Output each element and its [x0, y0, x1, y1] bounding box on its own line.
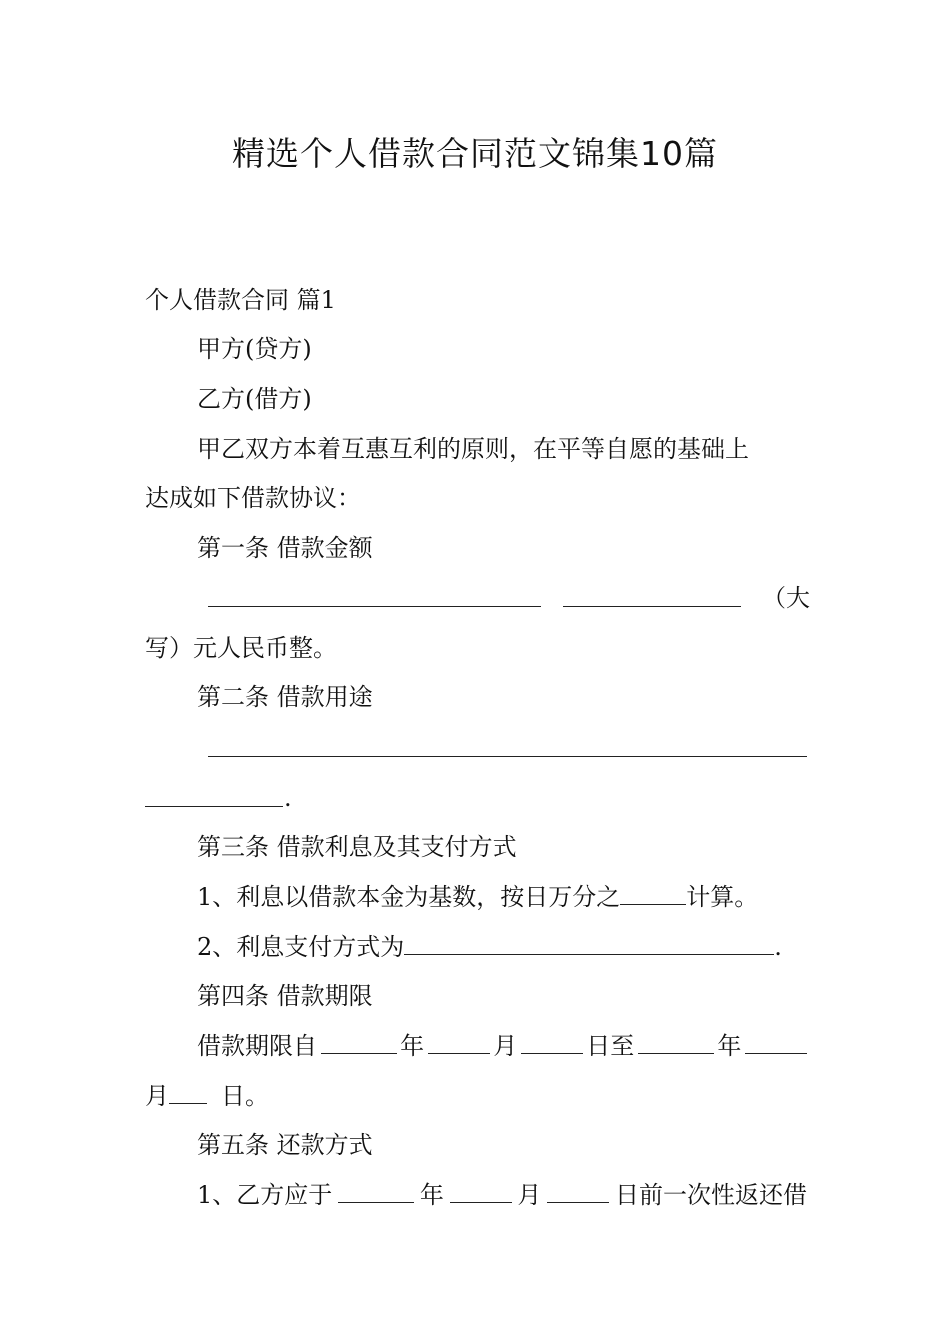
end-month-blank-part	[745, 1031, 807, 1054]
a4-day-2: 日。	[221, 1082, 269, 1110]
repay-month-blank	[450, 1180, 512, 1203]
loan-term-line-2	[145, 1081, 807, 1111]
end-day-blank	[169, 1081, 207, 1104]
a4-text-pre: 借款期限自	[197, 1032, 317, 1060]
end-year-blank	[638, 1031, 714, 1054]
article-4-heading: 第四条 借款期限	[197, 982, 373, 1010]
a3-item1-text-pre: 1、利息以借款本金为基数，按日万分之	[197, 883, 621, 911]
payment-method-blank	[404, 932, 774, 955]
article-5-heading: 第五条 还款方式	[197, 1131, 373, 1159]
repay-year-blank	[338, 1180, 414, 1203]
a4-day-to: 日至	[586, 1032, 635, 1060]
article-2-heading: 第二条 借款用途	[197, 683, 373, 711]
start-year-blank	[321, 1031, 397, 1054]
amount-blank-numeric	[208, 606, 541, 607]
purpose-period: .	[284, 784, 292, 812]
a4-month-1: 月	[493, 1032, 518, 1060]
interest-rate-blank	[620, 882, 686, 905]
article-1-continuation: 写）元人民币整。	[145, 634, 337, 662]
document-title: 精选个人借款合同范文锦集10篇	[232, 134, 718, 173]
article-1-heading: 第一条 借款金额	[197, 534, 373, 562]
a3-item2-text-post: .	[774, 933, 782, 961]
article-3-heading: 第三条 借款利息及其支付方式	[197, 833, 517, 861]
purpose-blank-line-2	[145, 806, 283, 807]
party-b: 乙方(借方)	[197, 385, 312, 413]
a4-month-2: 月	[145, 1082, 169, 1110]
amount-blank-written	[563, 606, 741, 607]
purpose-blank-line-1	[208, 756, 807, 757]
intro-line-1: 甲乙双方本着互惠互利的原则，在平等自愿的基础上	[197, 435, 749, 463]
a4-year-2: 年	[717, 1032, 742, 1060]
a3-item2-text-pre: 2、利息支付方式为	[197, 933, 405, 961]
a5-text-post: 日前一次性返还借	[614, 1181, 807, 1209]
section-heading: 个人借款合同 篇1	[145, 286, 336, 314]
repay-day-blank	[547, 1180, 609, 1203]
a4-year-1: 年	[400, 1032, 425, 1060]
party-a: 甲方(贷方)	[197, 335, 312, 363]
intro-line-2: 达成如下借款协议：	[145, 484, 361, 512]
repayment-line	[197, 1180, 807, 1210]
a5-month: 月	[517, 1181, 542, 1209]
a3-item1-text-post: 计算。	[686, 883, 759, 911]
a5-text-pre: 1、乙方应于	[197, 1181, 333, 1209]
article-3-item-1	[197, 882, 807, 912]
loan-term-line	[197, 1031, 807, 1061]
start-month-blank	[428, 1031, 490, 1054]
article-3-item-2	[197, 932, 807, 962]
start-day-blank	[521, 1031, 583, 1054]
article-1-da: （大	[762, 584, 810, 612]
a5-year: 年	[419, 1181, 444, 1209]
